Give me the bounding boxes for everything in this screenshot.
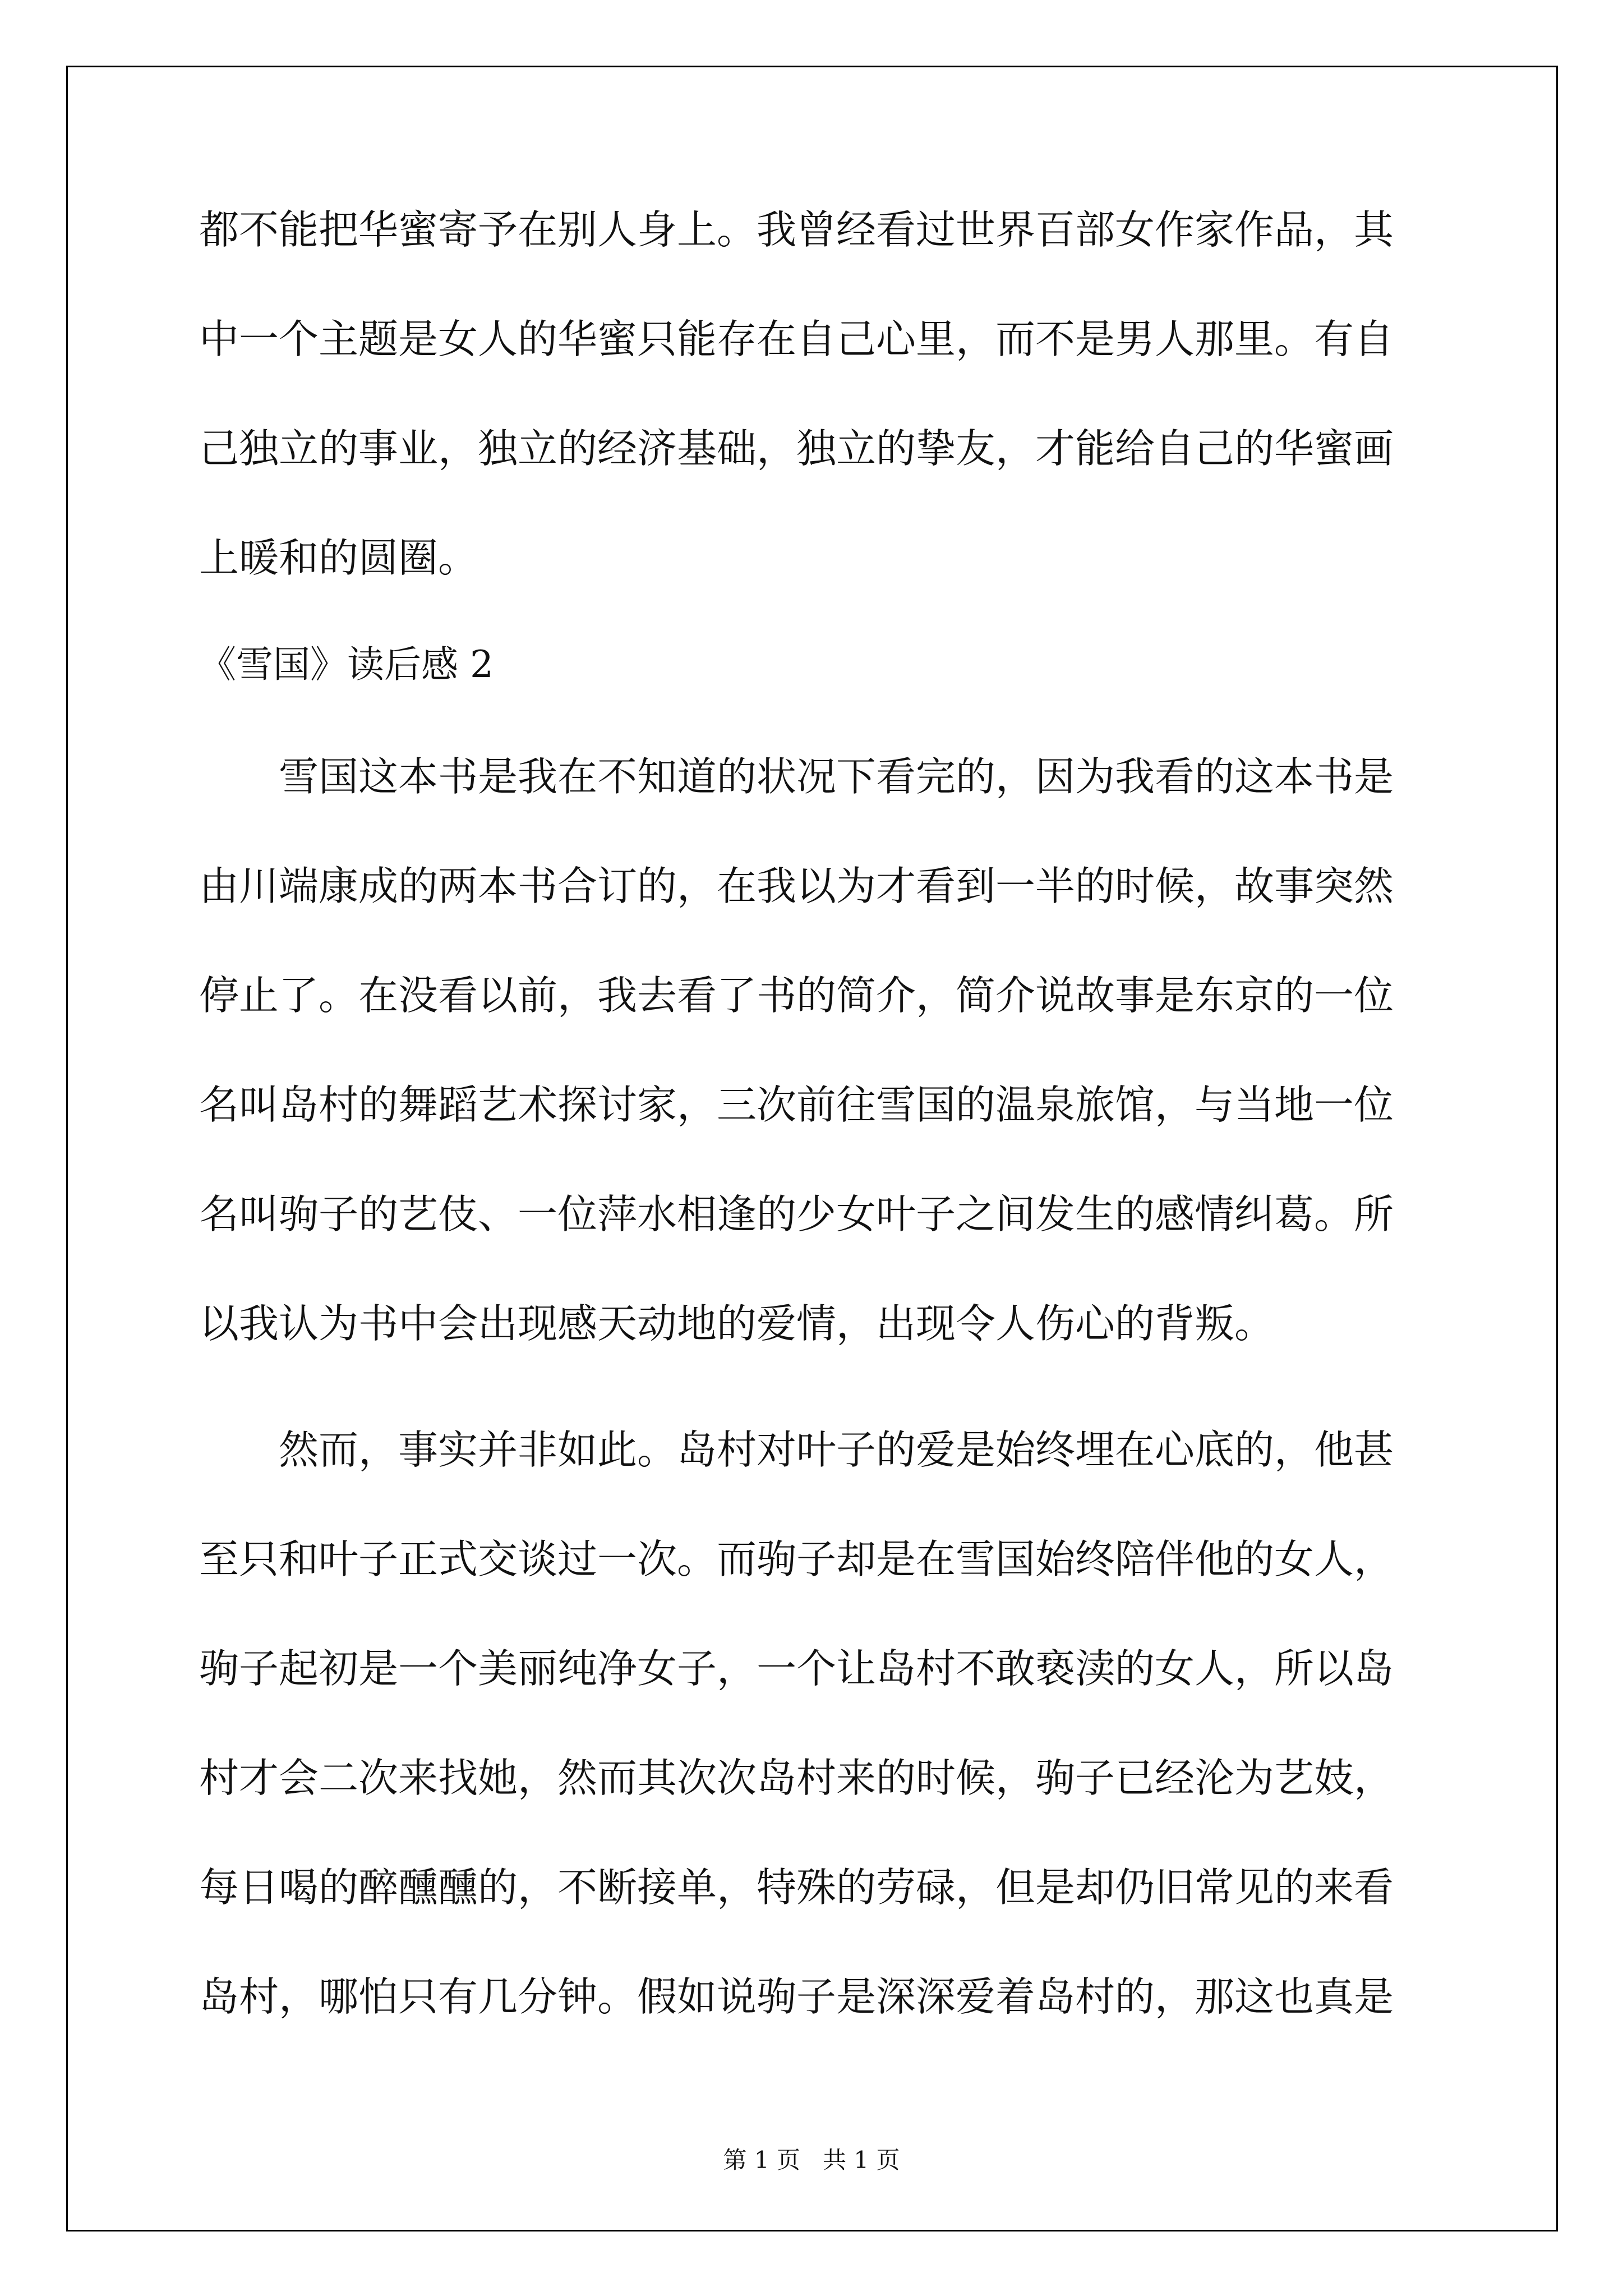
paragraph-line: 岛村，哪怕只有几分钟。假如说驹子是深深爱着岛村的，那这也真是 <box>199 1973 1394 2020</box>
paragraph-line: 雪国这本书是我在不知道的状况下看完的，因为我看的这本书是 <box>279 753 1394 800</box>
paragraph-line: 名叫岛村的舞蹈艺术探讨家，三次前往雪国的温泉旅馆，与当地一位 <box>199 1082 1394 1128</box>
paragraph-line: 然而，事实并非如此。岛村对叶子的爱是始终埋在心底的，他甚 <box>279 1427 1394 1473</box>
paragraph-line: 停止了。在没看以前，我去看了书的简介，简介说故事是东京的一位 <box>199 972 1394 1019</box>
paragraph-line: 己独立的事业，独立的经济基础，独立的挚友，才能给自己的华蜜画 <box>199 425 1394 472</box>
paragraph-line: 上暖和的圆圈。 <box>199 535 478 581</box>
section-heading: 《雪国》读后感 2 <box>199 643 494 686</box>
page-number-footer: 第 1 页 共 1 页 <box>723 2146 900 2174</box>
paragraph-line: 都不能把华蜜寄予在别人身上。我曾经看过世界百部女作家作品，其 <box>199 206 1394 253</box>
paragraph-line: 由川端康成的两本书合订的，在我以为才看到一半的时候，故事突然 <box>199 863 1394 909</box>
paragraph-line: 每日喝的醉醺醺的，不断接单，特殊的劳碌，但是却仍旧常见的来看 <box>199 1864 1394 1911</box>
paragraph-line: 村才会二次来找她，然而其次次岛村来的时候，驹子已经沦为艺妓， <box>199 1755 1394 1801</box>
paragraph-line: 至只和叶子正式交谈过一次。而驹子却是在雪国始终陪伴他的女人， <box>199 1536 1394 1582</box>
paragraph-line: 驹子起初是一个美丽纯净女子，一个让岛村不敢亵渎的女人，所以岛 <box>199 1645 1394 1692</box>
paragraph-line: 以我认为书中会出现感天动地的爱情，出现令人伤心的背叛。 <box>199 1300 1275 1347</box>
paragraph-line: 名叫驹子的艺伎、一位萍水相逢的少女叶子之间发生的感情纠葛。所 <box>199 1191 1394 1237</box>
paragraph-line: 中一个主题是女人的华蜜只能存在自己心里，而不是男人那里。有自 <box>199 316 1394 362</box>
